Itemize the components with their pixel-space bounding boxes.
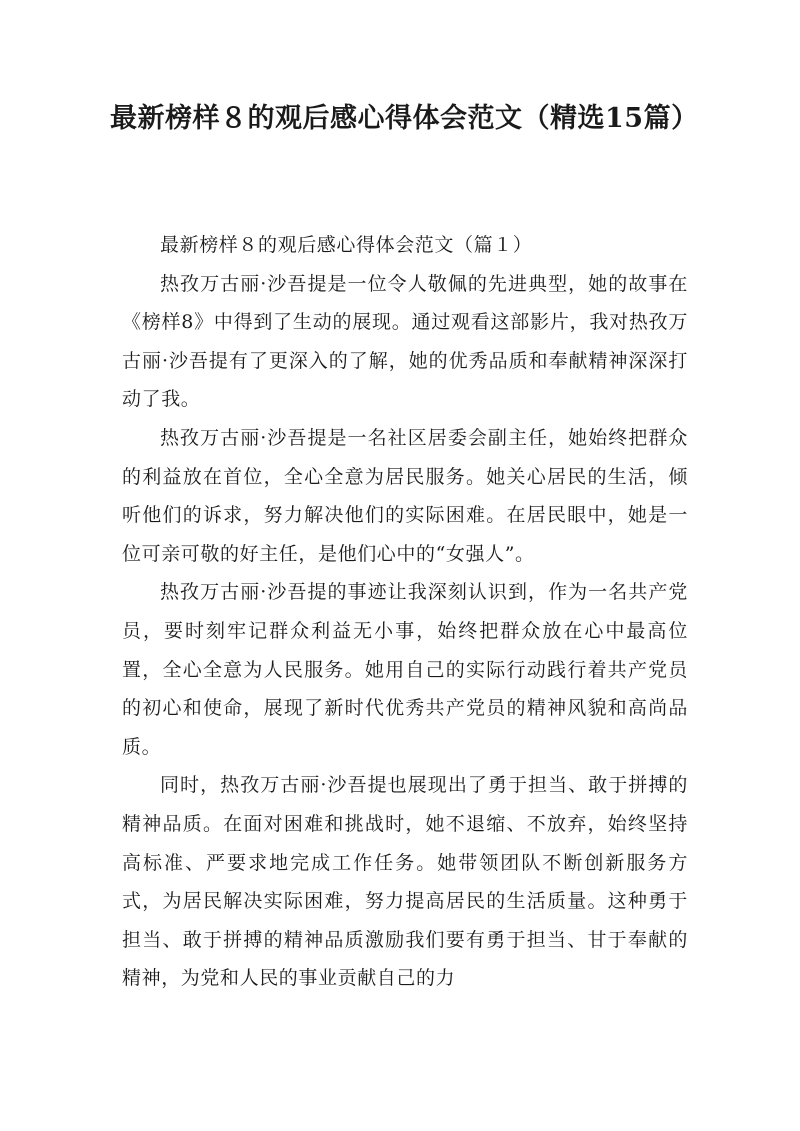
document-title: 最新榜样８的观后感心得体会范文（精选15篇） xyxy=(110,103,699,134)
document-body xyxy=(122,226,688,998)
paragraph: 热孜万古丽·沙吾提是一位令人敬佩的先进典型，她的故事在《榜样8》中得到了生动的展现。通过观看这部影片，我对热孜万古丽·沙吾提有了更深入的了解，她的优秀品质和奉献精神深深打动了我。 xyxy=(122,272,688,411)
section-heading: 最新榜样８的观后感心得体会范文（篇１） xyxy=(160,234,533,256)
paragraph: 热孜万古丽·沙吾提是一名社区居委会副主任，她始终把群众的利益放在首位，全心全意为居民服务。她关心居民的生活，倾听他们的诉求，努力解决他们的实际困难。在居民眼中，她是一位可亲可敬的好主任，是他们心中的“女强人”。 xyxy=(122,426,688,565)
paragraph: 同时，热孜万古丽·沙吾提也展现出了勇于担当、敢于拼搏的精神品质。在面对困难和挑战时，她不退缩、不放弃，始终坚持高标准、严要求地完成工作任务。她带领团队不断创新服务方式，为居民解决实际困难，努力提高居民的生活质量。这种勇于担当、敢于拼搏的精神品质激励我们要有勇于担当、甘于奉献的精神，为党和人民的事业贡献自己的力 xyxy=(122,774,688,990)
paragraph: 热孜万古丽·沙吾提的事迹让我深刻认识到，作为一名共产党员，要时刻牢记群众利益无小事，始终把群众放在心中最高位置，全心全意为人民服务。她用自己的实际行动践行着共产党员的初心和使命，展现了新时代优秀共产党员的精神风貌和高尚品质。 xyxy=(122,581,688,758)
